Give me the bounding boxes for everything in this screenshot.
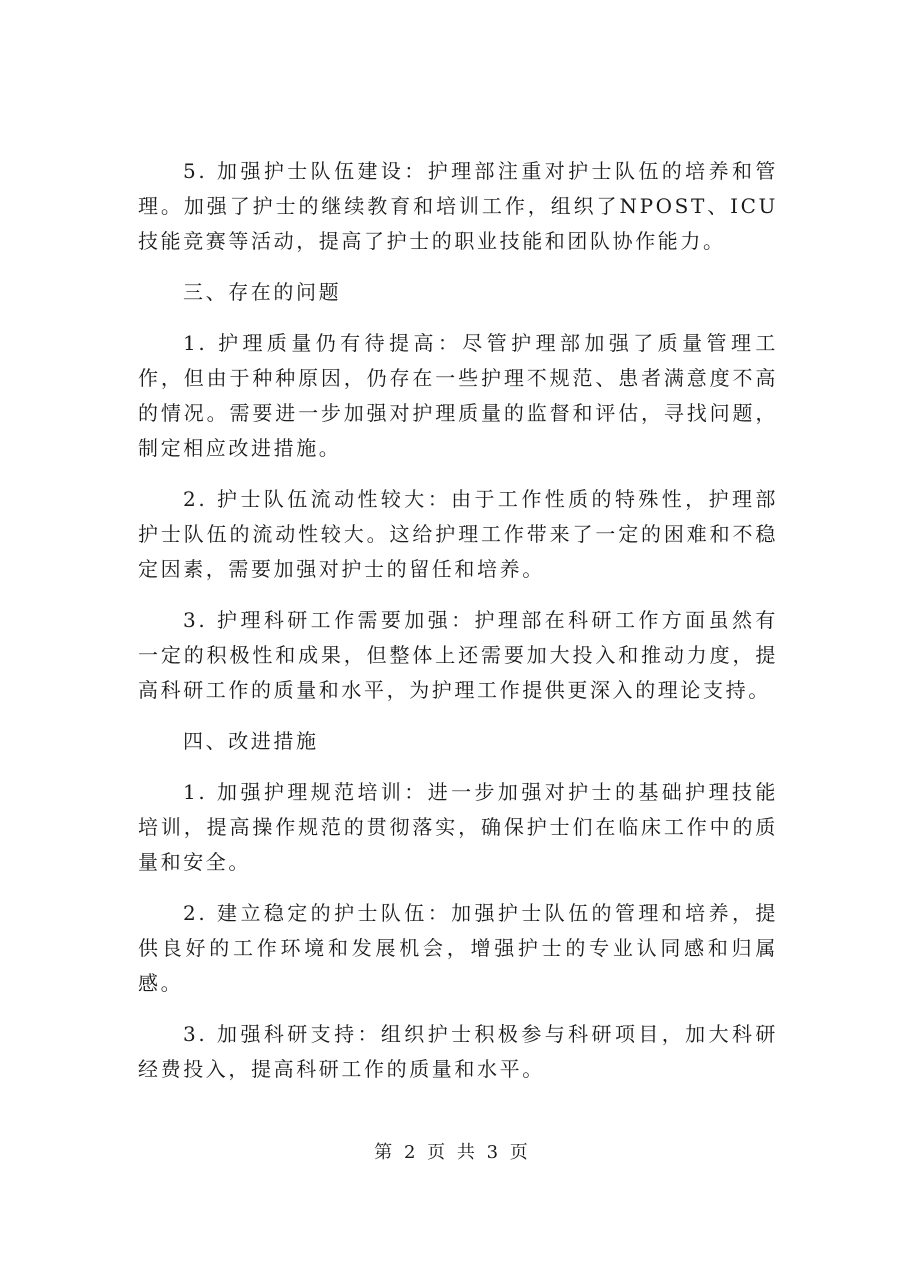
section-heading-problems: 三、存在的问题 (183, 280, 342, 304)
page-footer: 第 2 页 共 3 页 (374, 1142, 531, 1163)
paragraph-team-building: 5. 加强护士队伍建设：护理部注重对护士队伍的培养和管理。加强了护士的继续教育和培训工作，组织了NPOST、ICU技能竞赛等活动，提高了护士的职业技能和团队协作能力。 (138, 159, 778, 253)
paragraph-training-measure: 1. 加强护理规范培训：进一步加强对护士的基础护理技能培训，提高操作规范的贯彻落实，确保护士们在临床工作中的质量和安全。 (138, 780, 778, 874)
document-body (138, 154, 778, 1087)
paragraph-quality-issue: 1. 护理质量仍有待提高：尽管护理部加强了质量管理工作，但由于种种原因，仍存在一些护理不规范、患者满意度不高的情况。需要进一步加强对护理质量的监督和评估，寻找问题，制定相应改进措施。 (138, 331, 778, 460)
paragraph-research-issue: 3. 护理科研工作需要加强：护理部在科研工作方面虽然有一定的积极性和成果，但整体上还需要加大投入和推动力度，提高科研工作的质量和水平，为护理工作提供更深入的理论支持。 (138, 608, 778, 702)
paragraph-stable-team-measure: 2. 建立稳定的护士队伍：加强护士队伍的管理和培养，提供良好的工作环境和发展机会，增强护士的专业认同感和归属感。 (138, 901, 778, 995)
paragraph-turnover-issue: 2. 护士队伍流动性较大：由于工作性质的特殊性，护理部护士队伍的流动性较大。这给护理工作带来了一定的困难和不稳定因素，需要加强对护士的留任和培养。 (138, 487, 778, 581)
paragraph-research-support-measure: 3. 加强科研支持：组织护士积极参与科研项目，加大科研经费投入，提高科研工作的质量和水平。 (138, 1022, 778, 1081)
section-heading-improvements: 四、改进措施 (183, 729, 319, 753)
